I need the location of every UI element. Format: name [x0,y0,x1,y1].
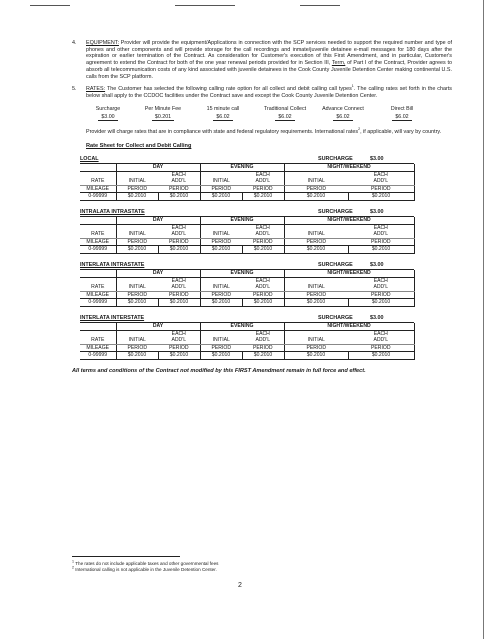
footnote-rule [72,556,180,557]
scan-rule-left [30,5,70,6]
initial-label: INITIAL [200,337,242,344]
period-label: PERIOD [348,185,414,193]
rate-section [80,315,414,360]
period-label: PERIOD [253,238,273,245]
each-row [80,277,414,284]
day-label: DAY [116,270,200,277]
evening-label: EVENING [200,270,284,277]
rate-cell: $0.2010 [158,299,200,307]
rate-section [80,156,414,201]
addl-label: ADD'L [158,231,200,238]
rates-paragraph [72,86,452,99]
period-label: PERIOD [200,344,242,352]
day-label: DAY [116,164,200,171]
rate-option-value-row [80,112,432,120]
each-label: EACH [255,171,270,178]
rate-section [80,209,414,254]
addl-label: ADD'L [348,231,414,238]
addl-label: ADD'L [242,178,284,185]
period-label: PERIOD [284,185,348,193]
rate-grid [80,323,415,360]
period-label: PERIOD [284,238,348,246]
initial-label: INITIAL [116,284,158,291]
value-cell: $0.201 [152,114,174,121]
period-band-row [80,217,414,224]
item-number: 4. [72,40,77,46]
period-label: PERIOD [200,185,242,193]
addl-label: ADD'L [348,178,414,185]
addl-label: ADD'L [158,337,200,344]
each-label: EACH [348,224,414,231]
header-cell: 15 minute call [206,105,240,112]
period-label: PERIOD [168,185,189,192]
rate-label: RATE [80,337,116,344]
night-label: NIGHT/WEEKEND [284,217,414,224]
footnote-text: International calling is not applicable in the Juvenile Detention Center. [75,567,217,572]
initial-label: INITIAL [284,178,348,185]
addl-label: ADD'L [348,284,414,291]
addl-label: ADD'L [242,337,284,344]
evening-label: EVENING [200,323,284,330]
rate-cell: $0.2010 [284,246,348,254]
addl-label: ADD'L [348,337,414,344]
header-cell: Direct Bill [390,105,414,112]
footnote-ref: 1 [351,84,354,89]
footnote-2 [72,567,217,573]
night-label: NIGHT/WEEKEND [284,323,414,330]
initial-label: INITIAL [284,231,348,238]
period-band-row [80,270,414,277]
value-cell: $6.02 [333,114,352,121]
period-label: PERIOD [253,291,273,298]
rate-label: RATE [80,231,116,238]
addl-label: ADD'L [158,284,200,291]
rate-label-row [80,284,414,291]
page-number: 2 [238,582,242,589]
period-label-row [80,291,414,299]
initial-label: INITIAL [284,337,348,344]
rate-cell: $0.2010 [158,193,200,201]
each-label: EACH [171,330,186,337]
header-cell: Per Minute Fee [144,105,182,112]
period-label: PERIOD [253,344,273,351]
rate-data-row [80,299,414,307]
surcharge-label: SURCHARGE [318,209,353,216]
night-label: NIGHT/WEEKEND [284,270,414,277]
value-cell: $6.02 [392,114,411,121]
value-cell: $6.02 [275,114,294,121]
initial-label: INITIAL [200,231,242,238]
surcharge-label: SURCHARGE [318,262,353,269]
mileage-range: 0-99999 [80,352,116,360]
rate-data-row [80,193,414,201]
rate-cell: $0.2010 [116,246,158,254]
period-label: PERIOD [116,291,158,299]
mileage-label: MILEAGE [86,344,110,351]
initial-label: INITIAL [116,231,158,238]
rate-sheet [72,156,452,360]
rate-label-row [80,178,414,185]
rate-option-table [80,106,432,120]
each-label: EACH [171,171,186,178]
item-text: Provider will provide the equipment/Applications in connection with the SCP services needed to support the required number and type of phones and other components and will provide storage for the call recordings and inmate/juvenile detainee e-mail messages for 180 days after the expiration or earlier termination of the Contract. As consideration for Customer's execution of this First Amendment, and in particular, Customer's agreement to extend the Contract for both of the one year renewal periods provided for in Section III, [86,40,452,67]
day-label: DAY [116,217,200,224]
section-header [80,315,414,323]
section-name: INTRALATA INTRASTATE [80,209,145,216]
rate-cell: $0.2010 [348,352,414,360]
header-cell: Traditional Collect [263,105,307,112]
value-cell: $6.02 [213,114,232,121]
item-text: . The calling rates set forth in the charts below shall apply to the CCDOC facilities under the Contract save and except the Cook County Juvenile Detention Center. [86,86,452,99]
surcharge-amount: $3.00 [370,315,384,322]
compliance-paragraph [86,126,452,136]
surcharge-label: SURCHARGE [318,315,353,322]
rate-section [80,262,414,307]
each-label: EACH [255,330,270,337]
period-label: PERIOD [116,344,158,352]
mileage-range: 0-99999 [80,193,116,201]
item-heading: EQUIPMENT: [86,40,119,46]
period-label: PERIOD [253,185,273,192]
period-label: PERIOD [116,185,158,193]
equipment-paragraph [72,40,452,80]
rate-data-row [80,352,414,360]
rate-cell: $0.2010 [116,299,158,307]
surcharge-amount: $3.00 [370,262,384,269]
period-label: PERIOD [348,238,414,246]
closing-statement: All terms and conditions of the Contract not modified by this FIRST Amendment remain in full force and effect. [72,367,366,374]
each-label: EACH [255,277,270,284]
period-label-row [80,238,414,246]
item-heading: RATES: [86,86,106,93]
rate-cell: $0.2010 [284,352,348,360]
rate-sheet-title: Rate Sheet for Collect and Debit Calling [86,143,192,150]
addl-label: ADD'L [242,231,284,238]
period-label: PERIOD [168,291,189,298]
mileage-range: 0-99999 [80,299,116,307]
rate-cell: $0.2010 [284,299,348,307]
header-cell: Advance Connect [322,105,364,112]
mileage-label: MILEAGE [86,185,110,192]
period-label: PERIOD [348,344,414,352]
rate-cell: $0.2010 [200,299,242,307]
rate-cell: $0.2010 [242,193,284,201]
period-label: PERIOD [168,344,189,351]
each-label: EACH [348,171,414,178]
period-label: PERIOD [116,238,158,246]
period-label: PERIOD [348,291,414,299]
rate-cell: $0.2010 [200,246,242,254]
rate-label-row [80,231,414,238]
rate-cell: $0.2010 [348,246,414,254]
rate-cell: $0.2010 [284,193,348,201]
initial-label: INITIAL [200,284,242,291]
initial-label: INITIAL [284,284,348,291]
mileage-label: MILEAGE [86,291,110,298]
mileage-range: 0-99999 [80,246,116,254]
period-label-row [80,185,414,193]
scan-rule-mid [175,5,235,6]
item-text: The Customer has selected the following calling rate option for all collect and debit calling call types [105,86,352,93]
rate-grid [80,164,415,201]
section-header [80,262,414,270]
rate-cell: $0.2010 [242,299,284,307]
footnote-text: The rates do not include applicable taxes and other governmental fees [75,561,219,566]
item-text: of Part I of the Contract, Provider agrees to absorb all telecommunication costs of any kind associated with juvenile detainees in the Cook County Juvenile Detention Center making continental U.S. calls from the SCP platform. [86,60,452,80]
each-label: EACH [255,224,270,231]
each-label: EACH [171,277,186,284]
rate-cell: $0.2010 [242,352,284,360]
rate-cell: $0.2010 [116,352,158,360]
evening-label: EVENING [200,164,284,171]
rate-cell: $0.2010 [116,193,158,201]
rate-grid [80,217,415,254]
rate-label: RATE [80,178,116,185]
paragraph-text: Provider will charge rates that are in compliance with state and federal regulatory requirements. International rates [86,128,359,135]
night-label: NIGHT/WEEKEND [284,164,414,171]
period-label: PERIOD [284,344,348,352]
rate-data-row [80,246,414,254]
scan-rule-right [300,5,340,6]
term-word: Term, [331,60,346,67]
rate-label: RATE [80,284,116,291]
period-label: PERIOD [284,291,348,299]
rate-cell: $0.2010 [200,193,242,201]
period-label: PERIOD [200,238,242,246]
day-label: DAY [116,323,200,330]
period-label: PERIOD [168,238,189,245]
rate-cell: $0.2010 [200,352,242,360]
surcharge-amount: $3.00 [370,209,384,216]
each-row [80,330,414,337]
footnote-mark: 2 [72,565,74,570]
rate-grid [80,270,415,307]
paragraph-text: , if applicable, will vary by country. [360,128,442,135]
rate-cell: $0.2010 [242,246,284,254]
rate-cell: $0.2010 [158,246,200,254]
section-header [80,209,414,217]
document-page [72,40,452,375]
each-row [80,224,414,231]
mileage-label: MILEAGE [86,238,110,245]
footnote-ref: 2 [358,126,361,131]
section-name: INTERLATA INTRASTATE [80,262,145,269]
period-label-row [80,344,414,352]
section-header [80,156,414,164]
initial-label: INITIAL [200,178,242,185]
each-label: EACH [348,277,414,284]
surcharge-amount: $3.00 [370,156,384,163]
rate-cell: $0.2010 [348,193,414,201]
surcharge-label: SURCHARGE [318,156,353,163]
each-row [80,171,414,178]
scan-edge-line [483,0,484,639]
header-cell: Surcharge [95,105,121,112]
each-label: EACH [348,330,414,337]
value-cell: $3.00 [98,114,117,121]
rate-cell: $0.2010 [348,299,414,307]
addl-label: ADD'L [242,284,284,291]
each-label: EACH [171,224,186,231]
period-label: PERIOD [200,291,242,299]
section-name: INTERLATA INTERSTATE [80,315,145,322]
item-number: 5. [72,86,77,93]
evening-label: EVENING [200,217,284,224]
period-band-row [80,323,414,330]
section-name: LOCAL [80,156,99,163]
initial-label: INITIAL [116,337,158,344]
rate-cell: $0.2010 [158,352,200,360]
rate-label-row [80,337,414,344]
initial-label: INITIAL [116,178,158,185]
footnote-mark: 1 [72,559,74,564]
addl-label: ADD'L [158,178,200,185]
period-band-row [80,164,414,171]
